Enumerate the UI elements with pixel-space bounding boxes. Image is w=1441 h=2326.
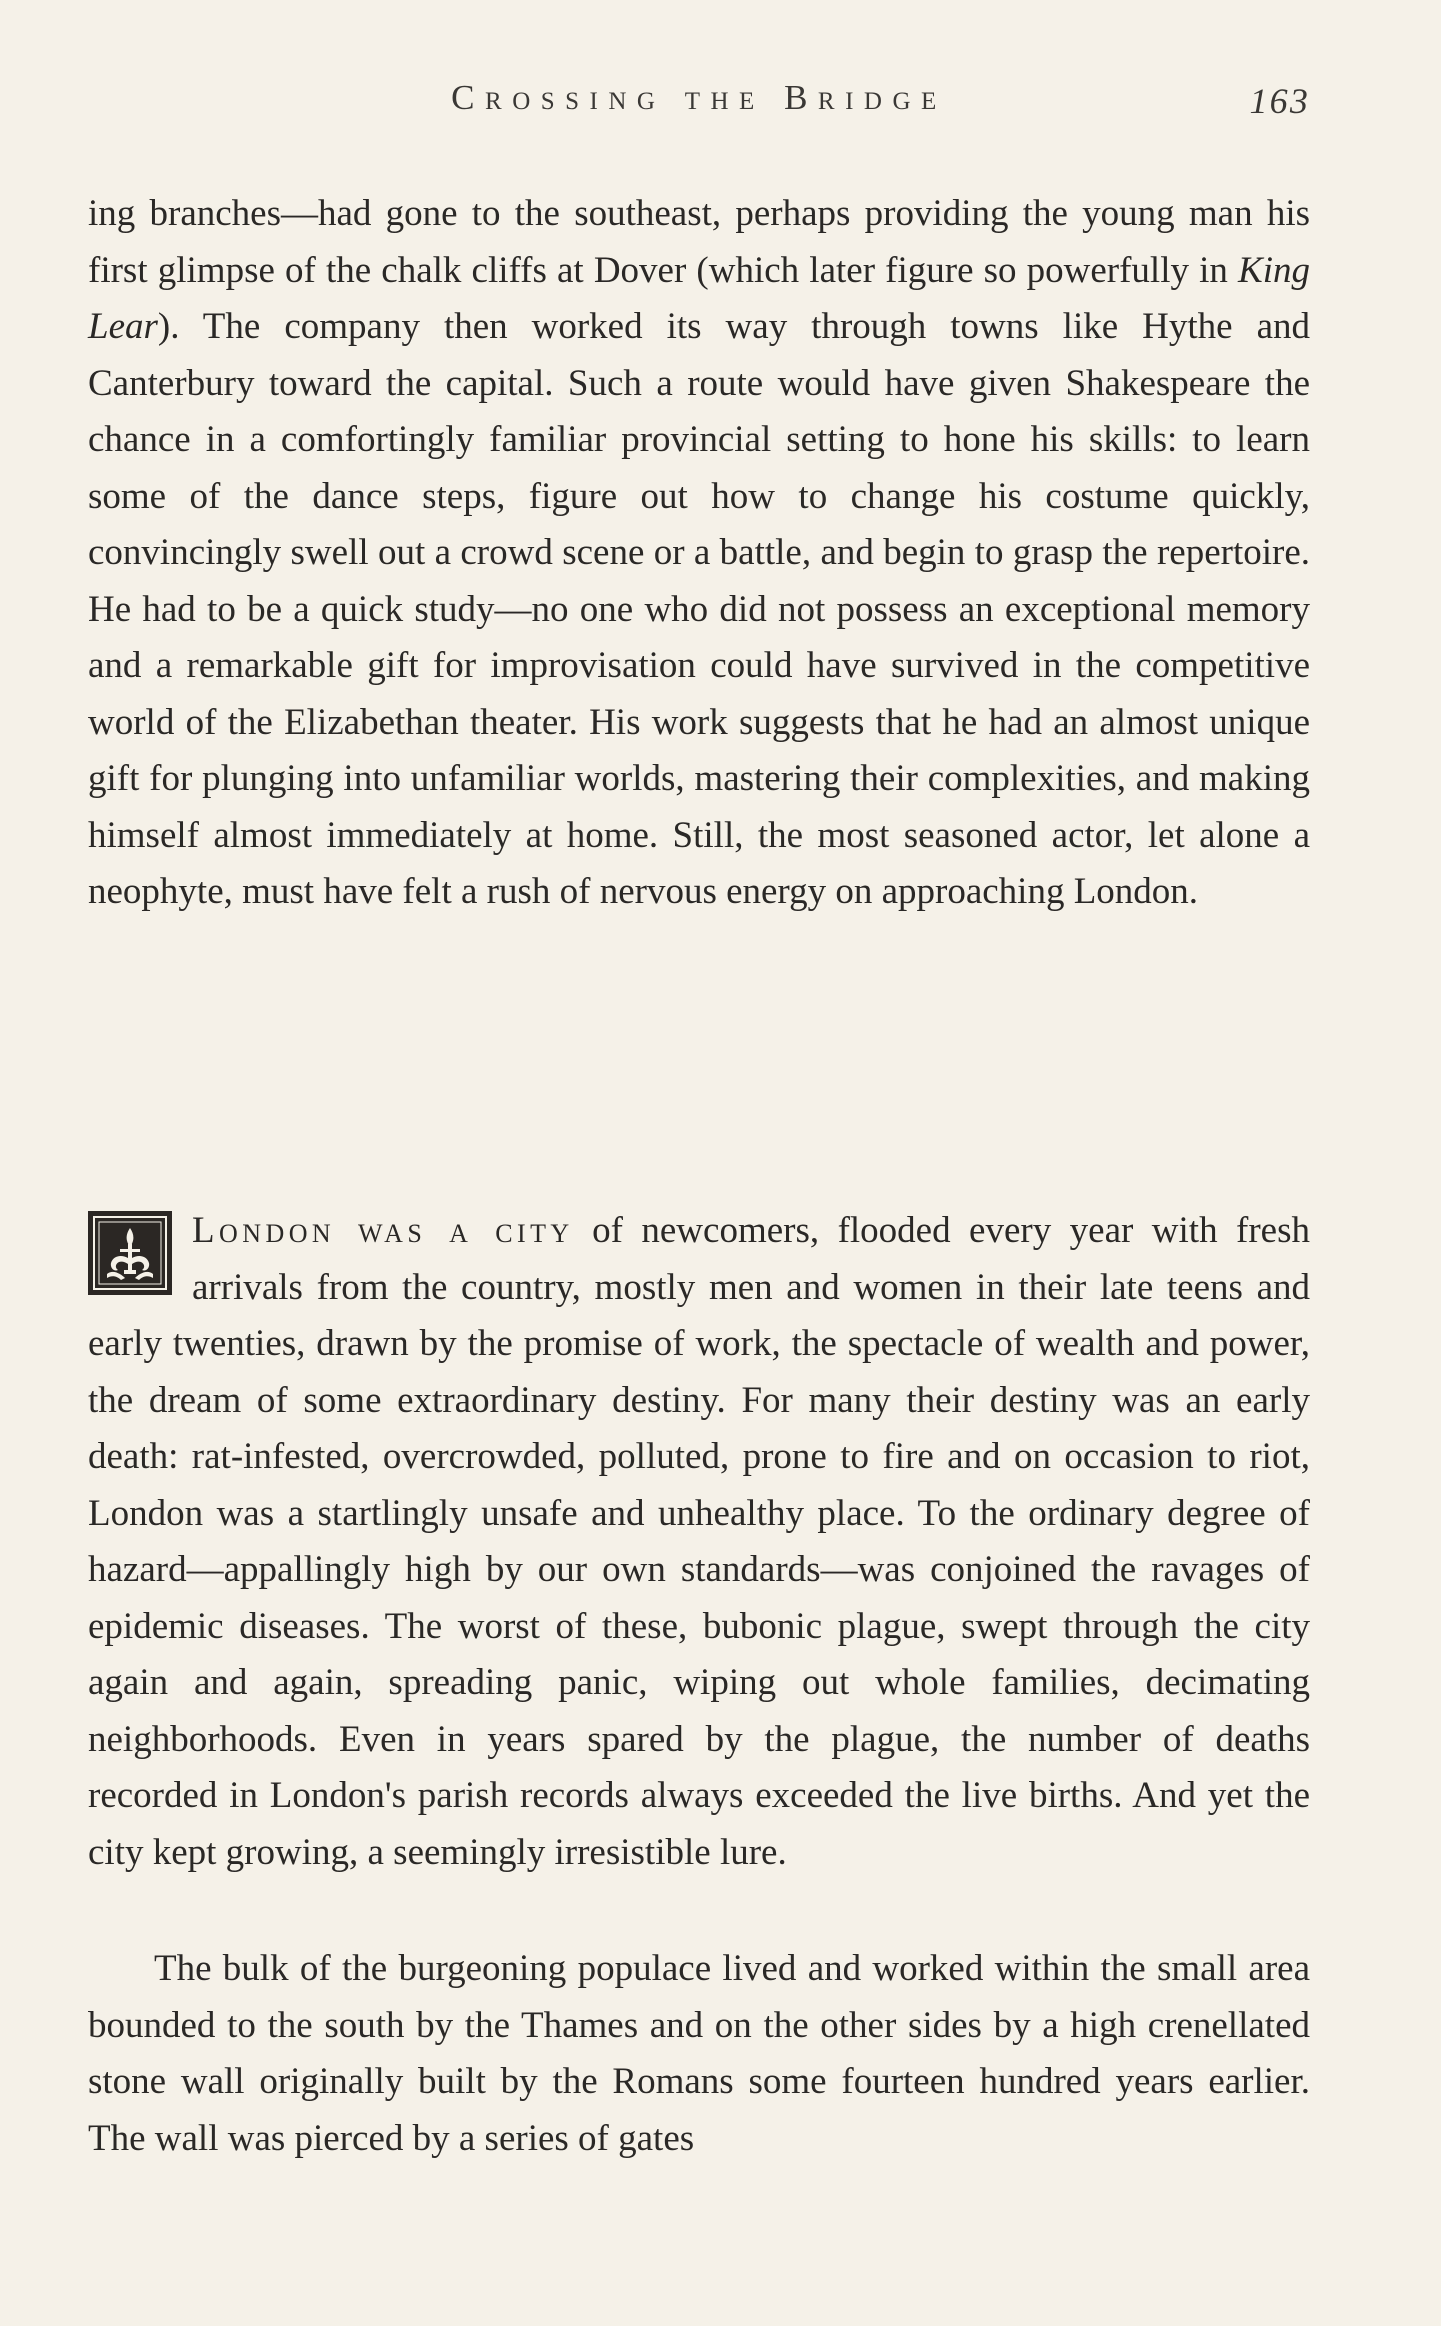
paragraph-text	[88, 186, 1310, 921]
paragraph-text	[88, 1203, 1310, 1881]
italic-title: King Lear	[88, 249, 1310, 347]
fleur-de-lis-icon	[88, 1211, 172, 1295]
paragraph	[88, 1941, 1310, 2167]
paragraph-text: The bulk of the burgeoning populace lived and worked within the small area bounded to the south by the Thames and on the other sides by a high crenellated stone wall originally built by the Romans some fourteen hundred years earlier. The wall was pierced by a series of gates	[88, 1948, 1310, 2159]
small-caps-lead-in: London was a city	[192, 1210, 574, 1251]
page-number: 163	[1249, 81, 1310, 121]
text-run: ing branches—had gone to the southeast, perhaps providing the young man his first glimpse of the chalk cliffs at Dover (which later figure so powerfully in	[88, 193, 1310, 291]
paragraph-continuation	[88, 186, 1310, 921]
running-title: Crossing the Bridge	[451, 78, 947, 117]
section-opening-paragraph	[88, 1203, 1310, 1881]
text-run: ). The company then worked its way through towns like Hythe and Canterbury toward the capital. Such a route would have given Shakespeare the chance in a comfortingly familiar provincial setting to hone his skills: to learn some of the dance steps, figure out how to change his costume quickly, convincingly swell out a crowd scene or a battle, and begin to grasp the repertoire. He had to be a quick study—no one who did not possess an exceptional memory and a remarkable gift for improvisation could have survived in the competitive world of the Elizabethan theater. His work suggests that he had an almost unique gift for plunging into unfamiliar worlds, mastering their complexities, and making himself almost immediately at home. Still, the most seasoned actor, let alone a neophyte, must have felt a rush of nervous energy on approaching London.	[88, 306, 1310, 912]
running-head	[88, 78, 1310, 128]
text-run: of newcomers, flooded every year with fresh arrivals from the country, mostly men and women in their late teens and early twenties, drawn by the promise of work, the spectacle of wealth and power, the dream of some extraordinary destiny. For many their destiny was an early death: rat-infested, overcrowded, polluted, prone to fire and on occasion to riot, London was a startlingly unsafe and unhealthy place. To the ordinary degree of hazard—appallingly high by our own standards—was conjoined the ravages of epidemic diseases. The worst of these, bubonic plague, swept through the city again and again, spreading panic, wiping out whole families, decimating neighborhoods. Even in years spared by the plague, the number of deaths recorded in London's parish records always exceeded the live births. And yet the city kept growing, a seemingly irresistible lure.	[88, 1210, 1310, 1873]
